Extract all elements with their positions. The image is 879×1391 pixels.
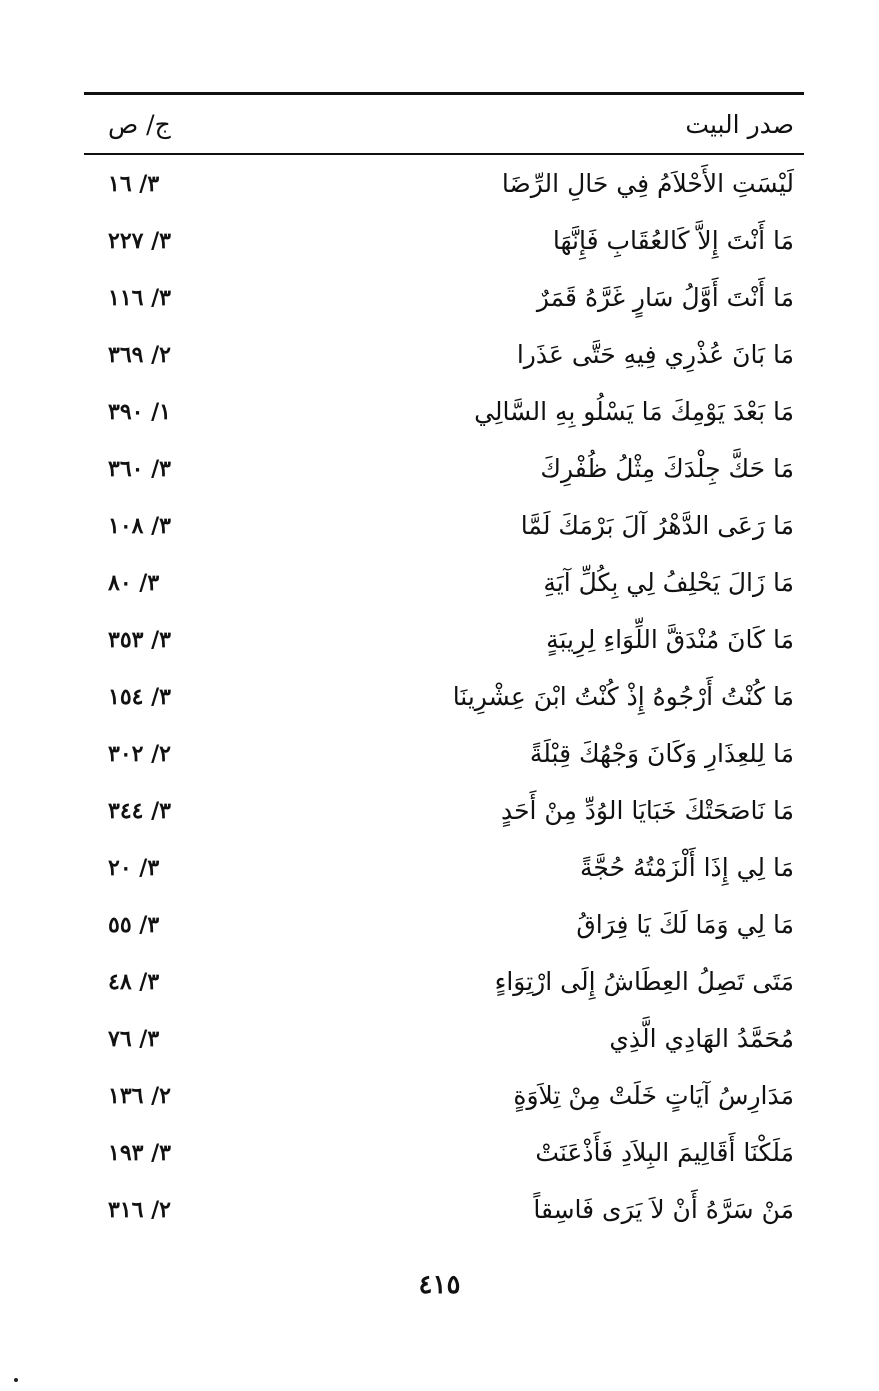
volume-page-reference: ٣/ ٨٠ <box>108 569 160 596</box>
verse-opening: مَا كُنْتُ أَرْجُوهُ إِذْ كُنْتُ ابْنَ عِشْرِينَا <box>452 682 794 711</box>
verse-opening: مَا كَانَ مُنْدَقَّ اللِّوَاءِ لِرِيبَةٍ <box>546 625 794 654</box>
verse-opening: مَدَارِسُ آيَاتٍ خَلَتْ مِنْ تِلاَوَةٍ <box>513 1081 794 1110</box>
table-body <box>84 155 804 1238</box>
table-row <box>84 725 804 782</box>
table-row <box>84 782 804 839</box>
volume-page-reference: ٣/ ٢٠ <box>108 854 160 881</box>
verse-opening: مَا أَنْتَ أَوَّلُ سَارٍ غَرَّهُ قَمَرٌ <box>536 283 794 312</box>
volume-page-reference: ٢/ ٣٦٩ <box>108 341 171 368</box>
table-row <box>84 497 804 554</box>
verse-opening: مَا حَكَّ جِلْدَكَ مِثْلُ ظُفْرِكَ <box>540 454 794 483</box>
verse-opening: مَا رَعَى الدَّهْرُ آلَ بَرْمَكَ لَمَّا <box>520 511 794 540</box>
verse-opening: مَنْ سَرَّهُ أَنْ لاَ يَرَى فَاسِقاً <box>533 1195 794 1224</box>
table-row <box>84 155 804 212</box>
volume-page-reference: ٣/ ٥٥ <box>108 911 160 938</box>
scan-speck <box>14 1378 18 1382</box>
volume-page-reference: ٣/ ٤٨ <box>108 968 160 995</box>
volume-page-reference: ١/ ٣٩٠ <box>108 398 171 425</box>
volume-page-reference: ٣/ ١٩٣ <box>108 1139 171 1166</box>
table-row <box>84 1067 804 1124</box>
verse-opening: لَيْسَتِ الأَحْلاَمُ فِي حَالِ الرِّضَا <box>501 169 794 198</box>
volume-page-reference: ٣/ ٣٥٣ <box>108 626 171 653</box>
volume-page-reference: ٢/ ٣١٦ <box>108 1196 171 1223</box>
volume-page-reference: ٢/ ١٣٦ <box>108 1082 171 1109</box>
volume-page-reference: ٣/ ١٦ <box>108 170 160 197</box>
table-header-row <box>84 95 804 153</box>
verse-opening: مَتَى تَصِلُ العِطَاشُ إِلَى ارْتِوَاءٍ <box>494 967 794 996</box>
verse-opening: مَلَكْنَا أَقَالِيمَ البِلاَدِ فَأَذْعَنَتْ <box>535 1138 794 1167</box>
table-row <box>84 554 804 611</box>
verse-opening: مَا بَانَ عُذْرِي فِيهِ حَتَّى عَذَرا <box>516 340 794 369</box>
verse-opening: مَا لِلعِذَارِ وَكَانَ وَجْهُكَ قِبْلَةً <box>529 739 794 768</box>
table-row <box>84 212 804 269</box>
table-row <box>84 1181 804 1238</box>
table-row <box>84 668 804 725</box>
verse-opening: مَا لِي إِذَا أَلْزَمْتُهُ حُجَّةً <box>580 853 794 882</box>
page-number: ٤١٥ <box>418 1270 461 1300</box>
volume-page-reference: ٣/ ١١٦ <box>108 284 171 311</box>
table-row <box>84 269 804 326</box>
table-row <box>84 1124 804 1181</box>
table-row <box>84 839 804 896</box>
verse-opening: مَا نَاصَحَتْكَ خَبَايَا الوُدِّ مِنْ أَحَدٍ <box>500 796 794 825</box>
volume-page-reference: ٣/ ٣٤٤ <box>108 797 171 824</box>
header-verse-column: صدر البيت <box>685 109 794 139</box>
verse-opening: مَا لِي وَمَا لَكَ يَا فِرَاقُ <box>576 910 794 939</box>
volume-page-reference: ٢/ ٣٠٢ <box>108 740 171 767</box>
table-row <box>84 1010 804 1067</box>
volume-page-reference: ٣/ ٣٦٠ <box>108 455 171 482</box>
verse-opening: مَا أَنْتَ إِلاَّ كَالعُقَابِ فَإِنَّهَا <box>552 226 794 255</box>
volume-page-reference: ٣/ ٧٦ <box>108 1025 160 1052</box>
table-row <box>84 383 804 440</box>
header-reference-column: ج/ ص <box>108 109 171 139</box>
table-row <box>84 896 804 953</box>
verse-index-table <box>84 92 804 1238</box>
verse-opening: مَا زَالَ يَحْلِفُ لِي بِكُلِّ آيَةِ <box>543 568 794 597</box>
verse-opening: مَا بَعْدَ يَوْمِكَ مَا يَسْلُو بِهِ السَّالِي <box>474 397 794 426</box>
table-row <box>84 440 804 497</box>
volume-page-reference: ٣/ ٢٢٧ <box>108 227 171 254</box>
table-row <box>84 611 804 668</box>
verse-opening: مُحَمَّدُ الهَادِي الَّذِي <box>609 1024 794 1053</box>
table-row <box>84 953 804 1010</box>
table-row <box>84 326 804 383</box>
volume-page-reference: ٣/ ١٠٨ <box>108 512 171 539</box>
volume-page-reference: ٣/ ١٥٤ <box>108 683 171 710</box>
